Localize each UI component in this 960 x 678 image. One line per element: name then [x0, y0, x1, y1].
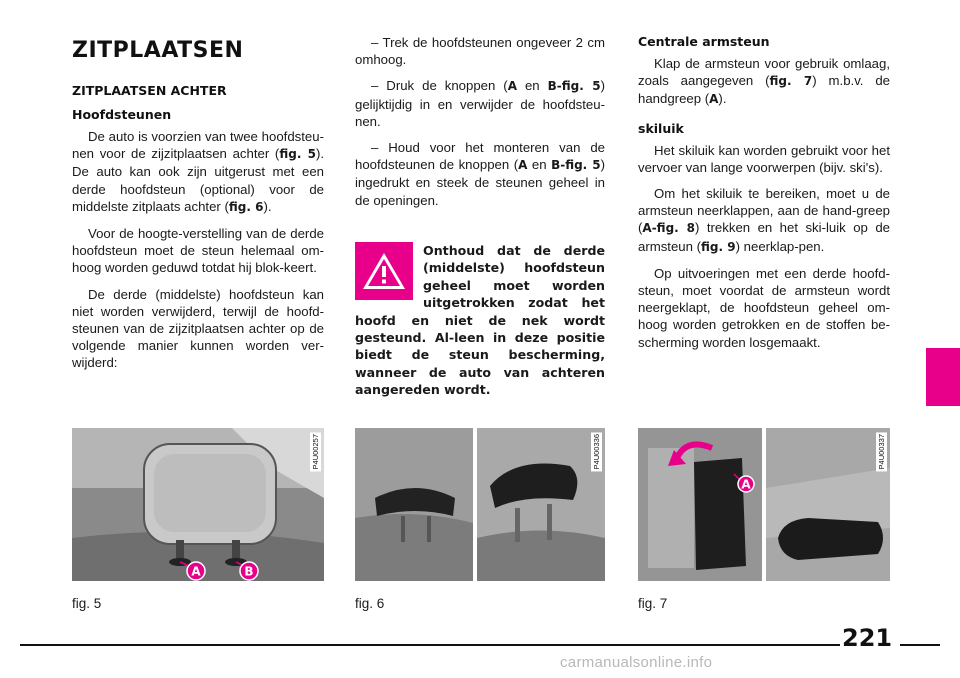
figure-6-headrest-photo	[355, 428, 605, 581]
subheading-hoofdsteunen: Hoofdsteunen	[72, 107, 172, 122]
page-number: 221	[842, 624, 893, 652]
watermark: carmanualsonline.info	[560, 654, 713, 671]
column-3	[638, 34, 890, 360]
label-b: B	[244, 564, 254, 579]
subheading-armsteun: Centrale armsteun	[638, 34, 770, 49]
warning-box	[355, 242, 605, 399]
page-title: ZITPLAATSEN	[72, 38, 244, 63]
column-1	[72, 34, 324, 381]
column-2	[355, 34, 606, 398]
paragraph: Op uitvoeringen met een derde hoofd-steun, moet voordat de armsteun wordt neergeklapt, de hoofdsteun geheel om-hoog worden getrokken en de stoffen be-scherming worden losgemaakt.	[638, 265, 890, 350]
warning-triangle-icon	[355, 242, 413, 300]
paragraph: – Trek de hoofdsteunen ongeveer 2 cm omhoog.	[355, 35, 605, 68]
figure-caption: fig. 7	[638, 596, 668, 611]
paragraph: De auto is voorzien van twee hoofdsteu-nen voor de zijzitplaatsen achter (fig. 5). De auto kan ook zijn uitgerust met een derde hoofdsteun (optional) voor de middelste zitplaats achter (fig. 6).	[72, 129, 324, 214]
figure-code: P4U00336	[592, 434, 601, 470]
figure-caption: fig. 6	[355, 596, 385, 611]
label-a: A	[741, 477, 751, 492]
section-tab	[926, 348, 960, 406]
paragraph: – Druk de knoppen (A en B-fig. 5) gelijktijdig in en verwijder de hoofdsteu-nen.	[355, 78, 606, 129]
paragraph: – Houd voor het monteren van de hoofdsteunen de knoppen (A en B-fig. 5) ingedrukt en steek de steunen geheel in de openingen.	[355, 140, 605, 208]
paragraph: Om het skiluik te bereiken, moet u de armsteun neerklappen, aan de hand-greep (A-fig. 8) trekken en het ski-luik op de armsteun (fig. 9) neerklap-pen.	[638, 186, 890, 254]
figure-caption: fig. 5	[72, 596, 102, 611]
paragraph: Het skiluik kan worden gebruikt voor het vervoer van lange voorwerpen (bijv. ski's).	[638, 142, 890, 175]
figure-code: P4U00257	[311, 434, 320, 470]
paragraph: Voor de hoogte-verstelling van de derde hoofdsteun moet de steun helemaal om-hoog worden geduwd totdat hij blok-keert.	[72, 226, 324, 276]
fig-reference: fig. 5	[279, 147, 316, 162]
paragraph: De derde (middelste) hoofdsteun kan niet worden verwijderd, terwijl de hoofd-steunen van de zijzitplaatsen achter op de volgende manier kunnen worden ver-wijderd:	[72, 286, 324, 371]
footer-rule	[20, 644, 840, 646]
paragraph: Klap de armsteun voor gebruik omlaag, zoals aangegeven (fig. 7) m.b.v. de handgreep (A).	[638, 56, 891, 107]
fig-reference: fig. 6	[228, 199, 264, 214]
subheading-skiluik: skiluik	[638, 120, 684, 136]
footer-rule-right	[900, 644, 940, 646]
label-a: A	[191, 564, 201, 579]
figure-5-headrest-photo	[72, 428, 324, 581]
figure-7-armrest-photo	[638, 428, 890, 581]
section-heading: ZITPLAATSEN ACHTER	[72, 83, 227, 98]
warning-text: Onthoud dat de derde (middelste) hoofdsteun geheel moet worden uitgetrokken zodat het hoofd en niet de nek wordt gesteund. Al-leen in deze positie biedt de steun bescherming, wanneer de auto van achteren aangereden wordt.	[355, 243, 605, 398]
figure-code: P4U00337	[877, 434, 886, 470]
